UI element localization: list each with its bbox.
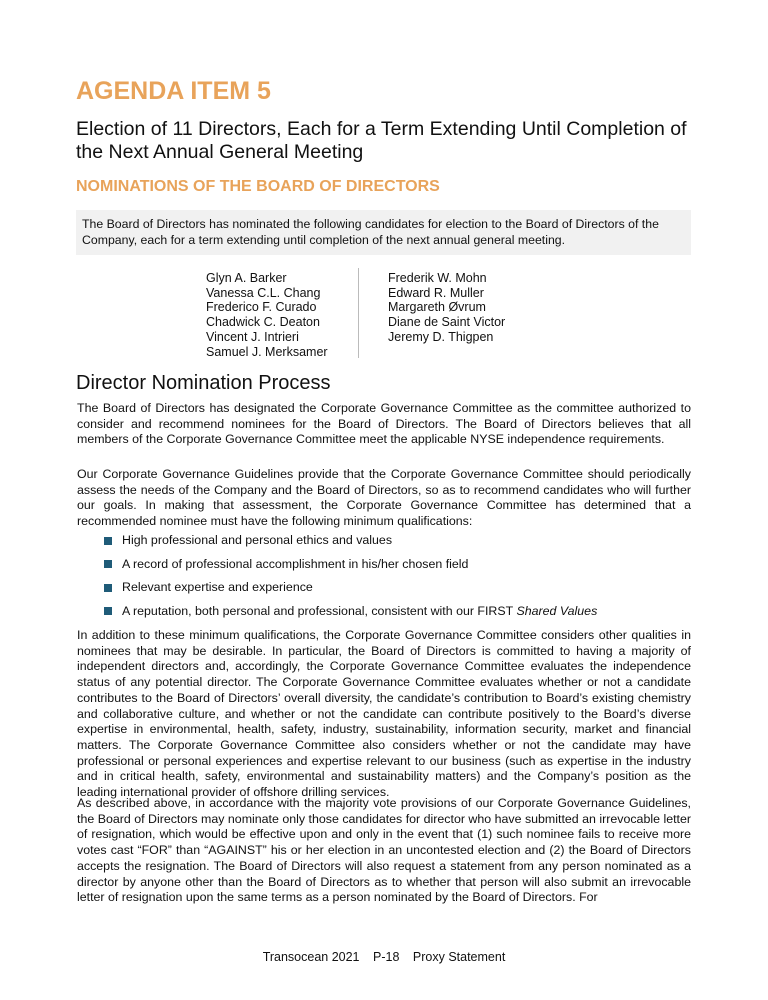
qualifications-list (104, 533, 597, 627)
nominations-box (76, 210, 691, 255)
paragraph: As described above, in accordance with the majority vote provisions of our Corporate Governance Guidelines, the Board of Directors may nominate only those candidates for director who have submitted an irrevocable letter of resignation, which would be effective upon and only in the event that (1) such nominee fails to receive more votes cast “FOR” than “AGAINST” his or her election in an uncontested election and (2) the Board of Directors accepts the resignation. The Board of Directors will also request a statement from any person nominated as a director by anyone other than the Board of Directors as to whether that person will also submit an irrevocable letter of resignation upon the same terms as a person nominated by the Board of Directors. For (77, 796, 691, 905)
list-item-text: Relevant expertise and experience (122, 580, 313, 594)
agenda-item-title: AGENDA ITEM 5 (76, 77, 271, 105)
nominations-box-text: The Board of Directors has nominated the following candidates for election to the Board of Directors of the Company, each for a term extending until completion of the next annual general meeting. (82, 217, 659, 247)
process-heading: Director Nomination Process (76, 372, 331, 394)
nominee-name: Margareth Øvrum (388, 300, 486, 315)
nominee-name: Frederik W. Mohn (388, 271, 487, 285)
page-footer (0, 950, 768, 964)
footer-page-number: P-18 (373, 950, 400, 964)
list-item (104, 580, 597, 604)
paragraph: The Board of Directors has designated the Corporate Governance Committee as the committee authorized to consider and recommend nominees for the Board of Directors. The Board of Directors believes that all members of the Corporate Governance Committee meet the applicable NYSE independence requirements. (77, 401, 691, 447)
nominations-heading: NOMINATIONS OF THE BOARD OF DIRECTORS (76, 178, 440, 195)
nominee-name: Glyn A. Barker (206, 271, 287, 285)
nominee-name: Edward R. Muller (388, 285, 484, 300)
column-divider (358, 268, 359, 358)
nominee-name: Jeremy D. Thigpen (388, 329, 494, 344)
agenda-item-subtitle: Election of 11 Directors, Each for a Term Extending Until Completion of the Next Annual General Meeting (76, 118, 687, 163)
list-item (104, 557, 597, 581)
square-bullet-icon (104, 537, 112, 545)
list-item (104, 604, 597, 628)
square-bullet-icon (104, 607, 112, 615)
nominee-name: Samuel J. Merksamer (206, 344, 328, 359)
nominee-name: Chadwick C. Deaton (206, 315, 320, 330)
list-item-text: A record of professional accomplishment in his/her chosen field (122, 556, 469, 571)
footer-document: Proxy Statement (412, 950, 506, 964)
paragraph: In addition to these minimum qualifications, the Corporate Governance Committee considers other qualities in nominees that may be desirable. In particular, the Board of Directors is committed to having a majority of independent directors and, accordingly, the Corporate Governance Committee evaluates the independence status of any potential director. The Corporate Governance Committee evaluates whether or not a candidate contributes to the Board of Directors’ overall diversity, the candidate’s contribution to Board’s existing chemistry and collaborative culture, and whether or not the candidate can contribute positively to the Board’s diverse expertise in environmental, health, safety, industry, sustainability, information security, market and financial matters. The Corporate Governance Committee also considers whether or not the candidate may have professional or personal experiences and expertise relevant to our business (such as expertise in the industry and in critical health, safety, environmental and sustainability matters) and the Company’s position as the leading international provider of offshore drilling services. (77, 628, 691, 800)
nominee-name: Vincent J. Intrieri (206, 329, 299, 344)
nominee-name: Vanessa C.L. Chang (206, 285, 321, 300)
nominee-name: Diane de Saint Victor (388, 315, 506, 330)
nominee-name: Frederico F. Curado (206, 300, 317, 315)
nominees-left-column (206, 271, 328, 359)
footer-company: Transocean 2021 (262, 950, 360, 964)
shared-values-italic: Shared Values (516, 603, 598, 618)
list-item-text: High professional and personal ethics and values (122, 533, 393, 547)
square-bullet-icon (104, 560, 112, 568)
paragraph: Our Corporate Governance Guidelines provide that the Corporate Governance Committee should periodically assess the needs of the Company and the Board of Directors, so as to recommend candidates who will further our goals. In making that assessment, the Corporate Governance Committee has determined that a recommended nominee must have the following minimum qualifications: (77, 467, 691, 529)
list-item (104, 533, 597, 557)
square-bullet-icon (104, 584, 112, 592)
list-item-text: A reputation, both personal and professional, consistent with our FIRST (122, 603, 517, 618)
nominees-right-column (388, 271, 505, 345)
